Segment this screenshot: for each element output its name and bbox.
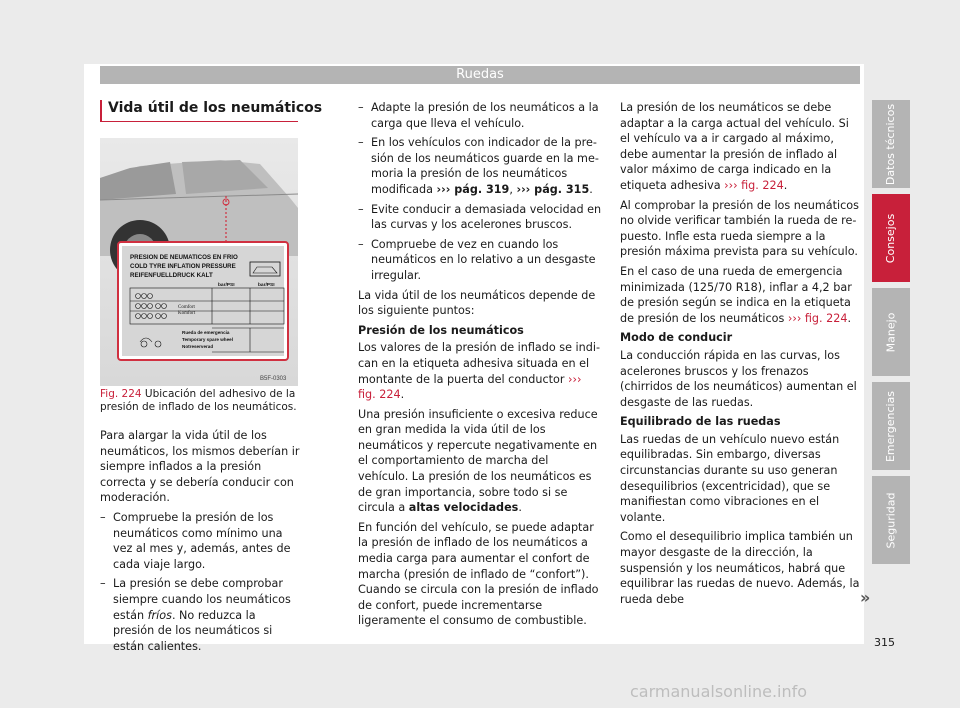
col2-p1: La vida útil de los neumáticos depende de los siguiente puntos:: [358, 288, 596, 318]
label-line1: PRESION DE NEUMATICOS EN FRIO: [130, 254, 238, 261]
chapter-header: Ruedas: [100, 66, 860, 84]
tab-seguridad[interactable]: Seguridad: [872, 476, 910, 564]
page-ref-319[interactable]: ››› pág. 319: [436, 182, 510, 196]
col2-item-3: – Evite conducir a demasiada velocidad en las curvas y los acelerones bruscos.: [358, 202, 602, 233]
fig-ref-224[interactable]: ››› fig. 224: [787, 311, 848, 325]
label-spare3: Notreserverad: [182, 344, 214, 349]
label-unit2: bar/PSI: [258, 283, 275, 288]
col3-p2: Al comprobar la presión de los neumáticos no olvide verificar también la rueda de repuesto. Infle esta rueda siempre a la presión máxima prevista para su vehículo.: [620, 198, 859, 259]
watermark: carmanualsonline.info: [630, 682, 808, 701]
page-number: 315: [874, 636, 895, 649]
col1-intro: Para alargar la vida útil de los neumáticos, los mismos deberían ir siempre inflados a la presión correcta y se debería conducir con moderación.: [100, 429, 300, 505]
col2-p4: En función del vehículo, se puede adaptar la presión de inflado de los neumáticos a media carga para aumentar el confort de marcha (presión de inflado de “confort”). Cuando se circula con la presión de inflado de confort, puede incrementarse ligeramente el consumo de combustible.: [358, 520, 599, 628]
heading-driving-mode: Modo de conducir: [620, 331, 733, 345]
label-unit1: bar/PSI: [218, 283, 235, 288]
column-3: [620, 100, 860, 611]
fig-ref-224[interactable]: ››› fig. 224: [358, 372, 582, 402]
label-comfort2: Komfort: [178, 311, 196, 316]
car-label-illustration: [100, 138, 298, 386]
caption-label: Fig. 224: [100, 388, 142, 400]
label-spare2: Temporary spare wheel: [182, 337, 233, 342]
col3-p4: La conducción rápida en las curvas, los acelerones bruscos y los frenazos (chirridos de los neumáticos) aumentan el desgaste de las ruedas.: [620, 348, 857, 409]
label-line2: COLD TYRE INFLATION PRESSURE: [130, 263, 236, 270]
tab-manejo[interactable]: Manejo: [872, 288, 910, 376]
side-tabs: [872, 100, 910, 570]
label-comfort1: Comfort: [178, 305, 195, 310]
col2-p3: Una presión insuficiente o excesiva reduce en gran medida la vida útil de los neumáticos y repercute negativamente en el comportamiento de marcha del vehículo. La presión de los neumáticos es de gran importancia, sobre todo si se circula a altas velocidades.: [358, 407, 598, 515]
col2-p2: Los valores de la presión de inflado se indican en la etiqueta adhesiva situada en el montante de la puerta del conductor ››› fig. 224.: [358, 341, 601, 402]
tab-consejos[interactable]: Consejos: [872, 194, 910, 282]
col3-p1: La presión de los neumáticos se debe adaptar a la carga actual del vehículo. Si el vehículo va a ir cargado al máximo, debe aumentar la presión de inflado al valor máximo de carga indicado en la etiqueta adhesiva ››› fig. 224.: [620, 101, 849, 192]
section-title: Vida útil de los neumáticos: [108, 100, 323, 116]
figure-224: [100, 138, 298, 386]
col2-item-2: – En los vehículos con indicador de la presión de los neumáticos guarde en la memoria la presión de los neumáticos modificada ››› pág. 319, ››› pág. 315.: [358, 135, 602, 197]
column-1: [100, 428, 300, 658]
title-marker: [100, 100, 102, 121]
col1-item-1: – Compruebe la presión de los neumáticos como mínimo una vez al mes y, además, antes de cada viaje largo.: [100, 510, 300, 572]
title-rule: [100, 121, 298, 122]
heading-wheel-balancing: Equilibrado de las ruedas: [620, 415, 781, 429]
fig-ref-224[interactable]: ››› fig. 224: [724, 178, 784, 192]
page-ref-315[interactable]: ››› pág. 315: [516, 182, 590, 196]
col1-item-2: – La presión se debe comprobar siempre cuando los neumáticos están fríos. No reduzca la presión de los neumáticos si están calientes.: [100, 576, 300, 654]
figure-code: B5F-0303: [260, 376, 287, 382]
figure-caption: [100, 388, 300, 414]
heading-tyre-pressure: Presión de los neumáticos: [358, 323, 524, 337]
column-2: [358, 100, 602, 633]
continue-arrow-icon: »: [860, 588, 871, 607]
col2-item-1: – Adapte la presión de los neumáticos a la carga que lleva el vehículo.: [358, 100, 602, 131]
col2-item-4: – Compruebe de vez en cuando los neumáticos en lo relativo a un desgaste irregular.: [358, 237, 602, 284]
col3-p5: Las ruedas de un vehículo nuevo están equilibradas. Sin embargo, diversas circunstancias durante su uso generan desequilibrios (excentricidad), que se manifiestan como vibraciones en el volante.: [620, 432, 840, 524]
col3-p3: En el caso de una rueda de emergencia minimizada (125/70 R18), inflar a 4,2 bar de presión según se indica en la etiqueta de presión de los neumáticos ››› fig. 224.: [620, 264, 852, 325]
col3-p6: Como el desequilibrio implica también un mayor desgaste de la dirección, la suspensión y los neumáticos, habrá que equilibrar las ruedas de nuevo. Además, la rueda debe: [620, 530, 860, 606]
tab-emergencias[interactable]: Emergencias: [872, 382, 910, 470]
tab-datos-tecnicos[interactable]: Datos técnicos: [872, 100, 910, 188]
label-line3: REIFENFUELLDRUCK KALT: [130, 272, 213, 279]
label-spare1: Rueda de emergencia: [182, 330, 230, 335]
caption-text: Ubicación del adhesivo de la presión de inflado de los neumáticos.: [100, 388, 297, 413]
